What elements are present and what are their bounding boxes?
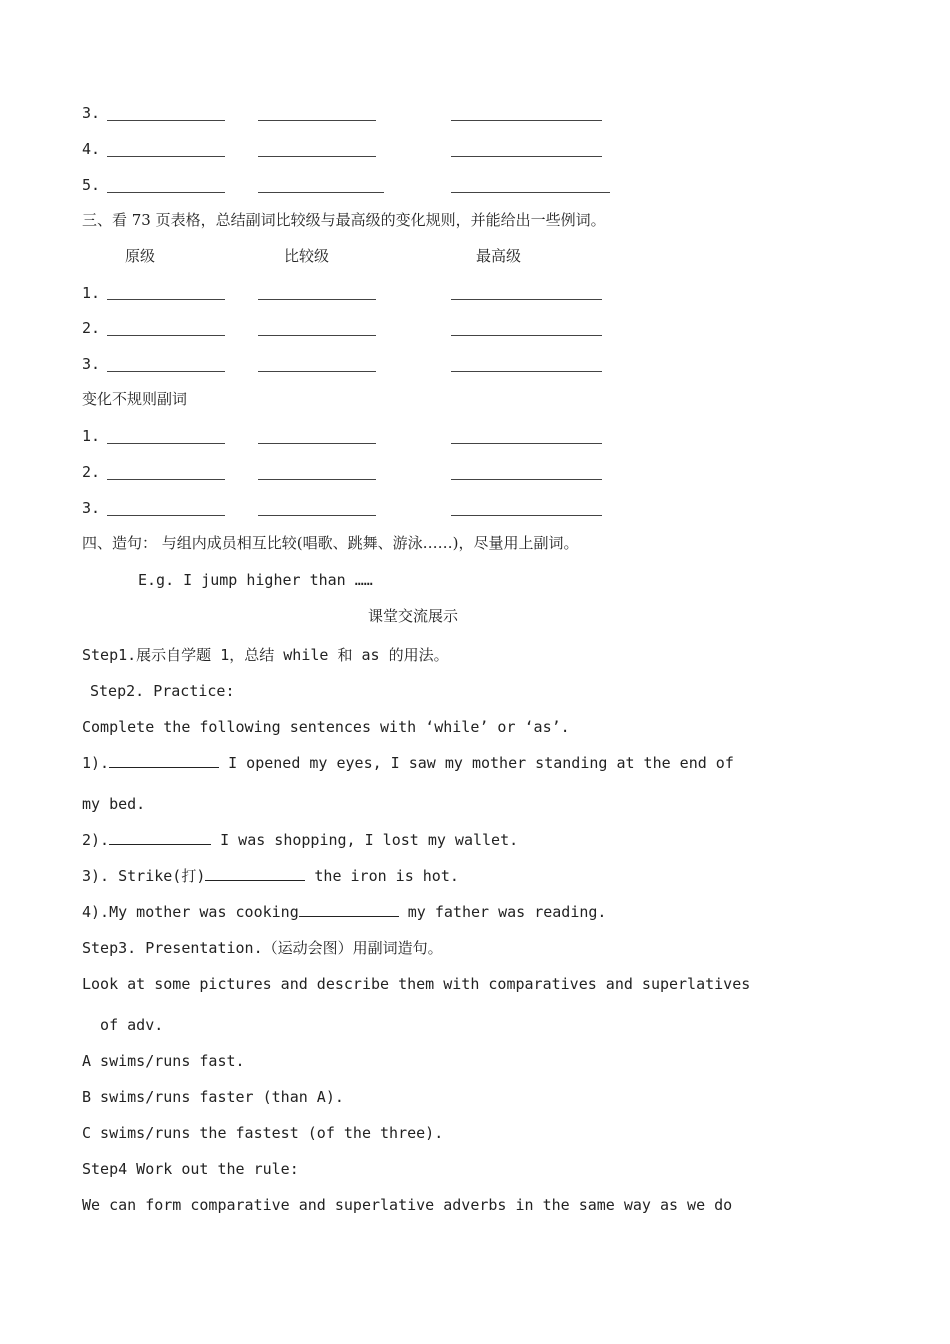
- irregular-title: 变化不规则副词: [82, 390, 188, 408]
- row-number: 4.: [82, 140, 101, 158]
- col-header-base: 原级: [125, 247, 156, 265]
- step3-description-continued: of adv.: [82, 1016, 164, 1034]
- instruction: Complete the following sentences with ‘while’ or ‘as’.: [82, 718, 570, 736]
- blank-line[interactable]: [451, 515, 602, 516]
- blank-line[interactable]: [258, 192, 384, 193]
- sentence-number: 4).My mother was cooking: [82, 903, 299, 921]
- step3: Step3. Presentation.（运动会图）用副词造句。: [82, 939, 443, 957]
- section-4-heading: 四、造句： 与组内成员相互比较(唱歌、跳舞、游泳……)，尽量用上副词。: [82, 534, 579, 552]
- blank-line[interactable]: [258, 299, 376, 300]
- sentence-number: 2).: [82, 831, 110, 849]
- sentence-text: I was shopping, I lost my wallet.: [211, 831, 519, 849]
- blank-line[interactable]: [258, 479, 376, 480]
- blank-line[interactable]: [451, 299, 602, 300]
- example-b: B swims/runs faster (than A).: [82, 1088, 344, 1106]
- blank-line[interactable]: [107, 479, 225, 480]
- sentence-text: my father was reading.: [398, 903, 607, 921]
- blank-line[interactable]: [107, 515, 225, 516]
- sentence-1: [82, 753, 734, 773]
- row-number: 3.: [82, 104, 101, 122]
- sentence-text: I opened my eyes, I saw my mother standing at the end of: [219, 754, 734, 772]
- step4-text: We can form comparative and superlative adverbs in the same way as we do: [82, 1196, 733, 1214]
- blank-line[interactable]: [451, 192, 610, 193]
- blank-line[interactable]: [258, 515, 376, 516]
- answer-blank[interactable]: [299, 902, 399, 917]
- blank-line[interactable]: [107, 371, 225, 372]
- classroom-title: 课堂交流展示: [367, 607, 458, 625]
- example-c: C swims/runs the fastest (of the three).: [82, 1124, 444, 1142]
- blank-line[interactable]: [107, 120, 225, 121]
- sentence-3: [82, 866, 459, 886]
- row-number: 1.: [82, 284, 101, 302]
- sentence-number: 3). Strike(打): [82, 867, 206, 885]
- blank-line[interactable]: [451, 443, 602, 444]
- row-number: 2.: [82, 463, 101, 481]
- blank-line[interactable]: [451, 371, 602, 372]
- step4: Step4 Work out the rule:: [82, 1160, 299, 1178]
- blank-line[interactable]: [107, 443, 225, 444]
- sentence-4: [82, 902, 606, 922]
- sentence-number: 1).: [82, 754, 110, 772]
- answer-blank[interactable]: [205, 866, 305, 881]
- section-3-heading: 三、看 73 页表格，总结副词比较级与最高级的变化规则，并能给出一些例词。: [82, 211, 606, 229]
- col-header-superlative: 最高级: [476, 247, 522, 265]
- row-number: 1.: [82, 427, 101, 445]
- sentence-text: the iron is hot.: [305, 867, 459, 885]
- sentence-1-continued: my bed.: [82, 795, 146, 813]
- blank-line[interactable]: [107, 192, 225, 193]
- blank-line[interactable]: [107, 156, 225, 157]
- blank-line[interactable]: [451, 120, 602, 121]
- sentence-2: [82, 830, 518, 850]
- blank-line[interactable]: [258, 443, 376, 444]
- blank-line[interactable]: [258, 156, 376, 157]
- answer-blank[interactable]: [109, 830, 211, 845]
- row-number: 3.: [82, 499, 101, 517]
- example-sentence: E.g. I jump higher than ……: [138, 571, 373, 589]
- blank-line[interactable]: [258, 335, 376, 336]
- blank-line[interactable]: [451, 156, 602, 157]
- step1: Step1.展示自学题 1，总结 while 和 as 的用法。: [82, 646, 449, 664]
- step2: Step2. Practice:: [90, 682, 235, 700]
- example-a: A swims/runs fast.: [82, 1052, 245, 1070]
- blank-line[interactable]: [107, 299, 225, 300]
- col-header-comparative: 比较级: [284, 247, 330, 265]
- answer-blank[interactable]: [109, 753, 219, 768]
- row-number: 5.: [82, 176, 101, 194]
- step3-description: Look at some pictures and describe them with comparatives and superlatives: [82, 975, 751, 993]
- blank-line[interactable]: [107, 335, 225, 336]
- blank-line[interactable]: [258, 120, 376, 121]
- row-number: 3.: [82, 355, 101, 373]
- row-number: 2.: [82, 319, 101, 337]
- blank-line[interactable]: [258, 371, 376, 372]
- blank-line[interactable]: [451, 479, 602, 480]
- blank-line[interactable]: [451, 335, 602, 336]
